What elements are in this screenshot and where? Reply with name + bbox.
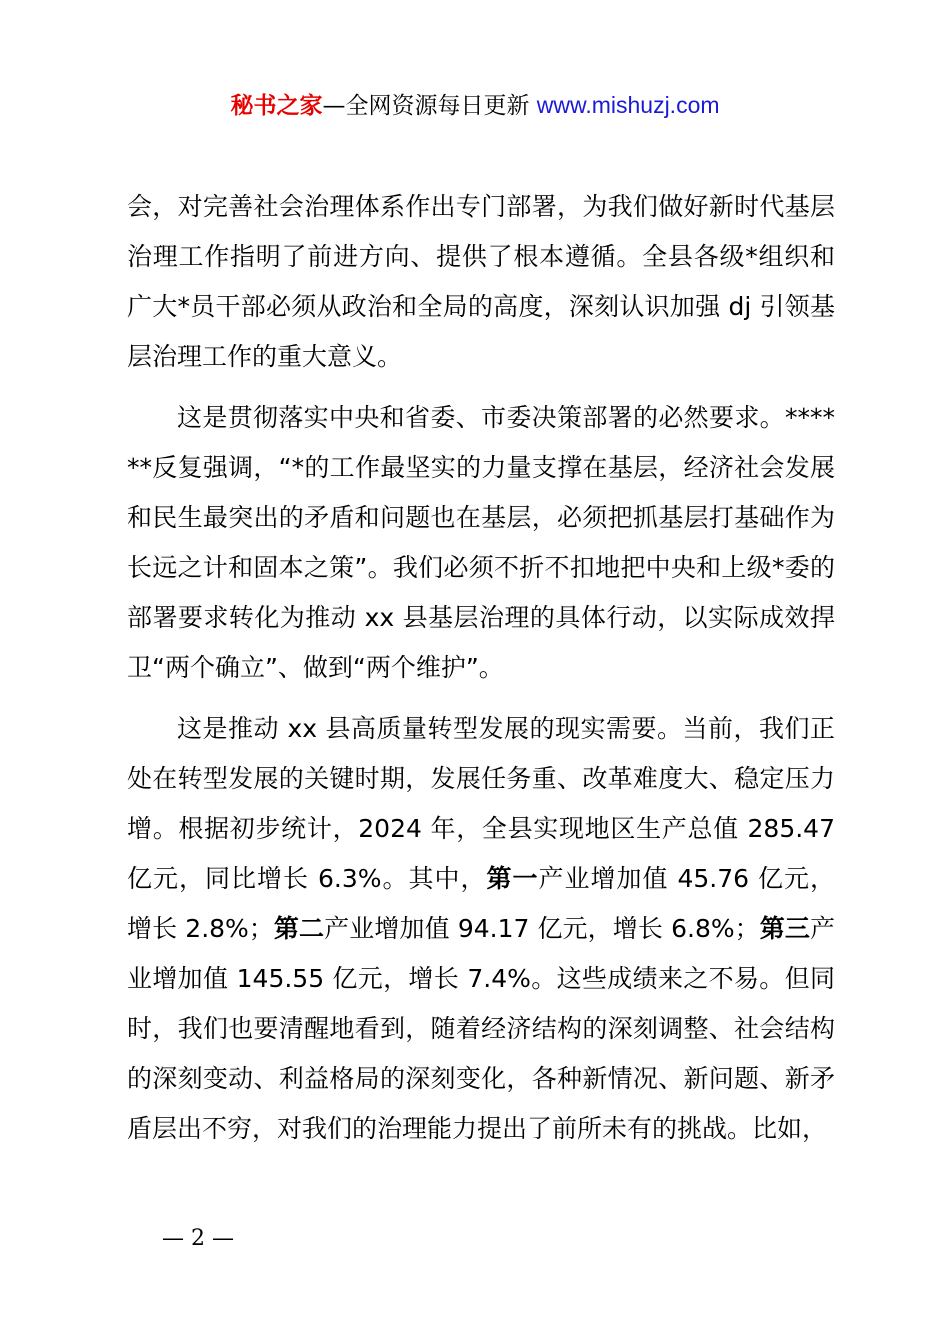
header-tagline: —全网资源每日更新 — [322, 93, 537, 119]
site-header — [0, 88, 950, 123]
bold-term-second: 第二 — [273, 914, 325, 943]
paragraph-3-text-2: 产业增加值 45.76 亿元，增长 2.8%； — [127, 864, 835, 943]
site-url-link[interactable]: www.mishuzj.com — [536, 92, 720, 118]
site-brand: 秘书之家 — [230, 93, 323, 119]
paragraph-2: 这是贯彻落实中央和省委、市委决策部署的必然要求。******反复强调，“*的工作最坚实的力量支撑在基层，经济社会发展和民生最突出的矛盾和问题也在基层，必须把抓基层打基础作为长远之计和固本之策”。我们必须不折不扣地把中央和上级*委的部署要求转化为推动 xx 县基层治理的具体行动，以实际成效捍卫“两个确立”、做到“两个维护”。 — [127, 403, 835, 682]
paragraph-3-text-4: 产业增加值 145.55 亿元，增长 7.4%。这些成绩来之不易。但同时，我们也要清醒地看到，随着经济结构的深刻调整、社会结构的深刻变动、利益格局的深刻变化，各种新情况、新问题、新矛盾层出不穷，对我们的治理能力提出了前所未有的挑战。比如， — [127, 914, 835, 1143]
paragraph-3 — [127, 704, 835, 1154]
paragraph-3-text-1: 这是推动 xx 县高质量转型发展的现实需要。当前，我们正处在转型发展的关键时期，发展任务重、改革难度大、稳定压力增。根据初步统计，2024 年，全县实现地区生产总值 285.47 亿元，同比增长 6.3%。其中， — [127, 714, 835, 893]
page-number: — 2 — — [162, 1226, 234, 1251]
bold-term-third: 第三 — [759, 914, 810, 943]
bold-term-first: 第一 — [486, 864, 539, 893]
paragraph-3-text-3: 产业增加值 94.17 亿元，增长 6.8%； — [324, 914, 760, 943]
paragraph-1: 会，对完善社会治理体系作出专门部署，为我们做好新时代基层治理工作指明了前进方向、提供了根本遵循。全县各级*组织和广大*员干部必须从政治和全局的高度，深刻认识加强 dj 引领基层治理工作的重大意义。 — [127, 192, 835, 371]
document-body — [127, 182, 835, 1154]
